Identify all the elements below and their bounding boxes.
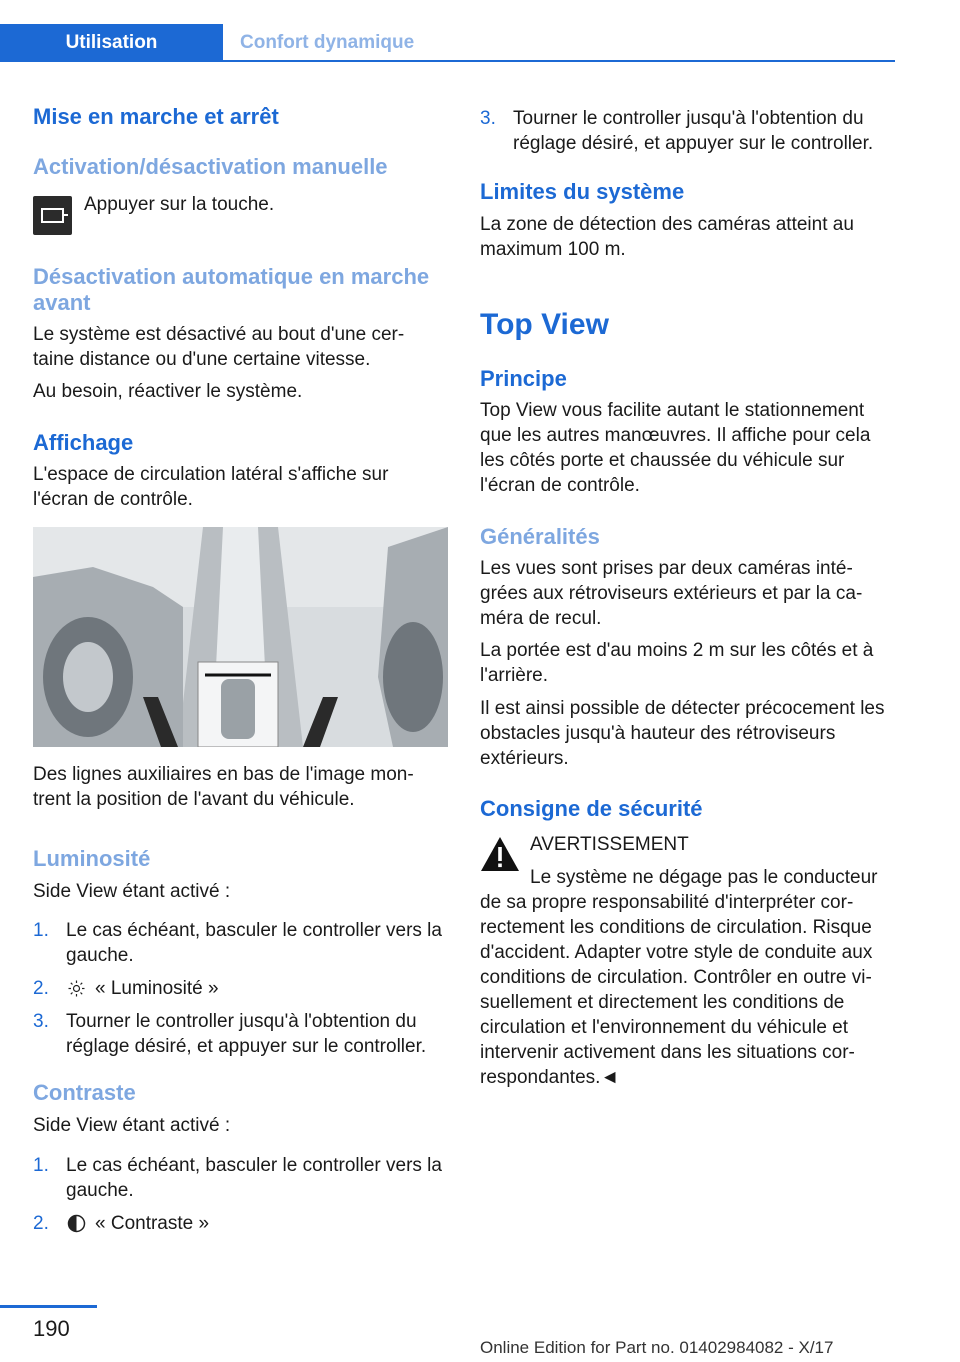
heading-contraste: Contraste [33, 1080, 136, 1105]
header-divider [0, 60, 895, 62]
heading-auto-deactivation: Désactivation automatique en marche avant [33, 264, 430, 315]
heading-generalites: Généralités [480, 524, 600, 549]
general-text-2: La portée est d'au moins 2 m sur les côtés et à l'arrière. [480, 640, 874, 686]
step-text: Le cas échéant, basculer le controller vers la gauche. [66, 1155, 442, 1201]
step-text: « Contraste » [95, 1213, 210, 1234]
heading-principe: Principe [480, 366, 567, 391]
illustration-caption: Des lignes auxiliaires en bas de l'image mon-trent la position de l'avant du véhicule. [33, 764, 414, 810]
contrast-icon [67, 1214, 86, 1233]
page-number: 190 [33, 1316, 70, 1341]
heading-affichage: Affichage [33, 430, 134, 455]
tab-utilisation[interactable]: Utilisation [0, 24, 223, 60]
principle-text: Top View vous facilite autant le stationnement que les autres manœuvres. Il affiche pour cela les côtés porte et chaussée du véhicule sur l'écran de contrôle. [480, 400, 871, 496]
heading-manual: Activation/désactivation manuelle [33, 154, 388, 179]
step-number: 2. [33, 1213, 49, 1234]
edition-text: Online Edition for Part no. 01402984082 - X/17 [480, 1338, 834, 1357]
general-text-3: Il est ainsi possible de détecter précocement les obstacles jusqu'à hauteur des rétroviseurs extérieurs. [480, 698, 885, 769]
warning-text: Le système ne dégage pas le conducteur de sa propre responsabilité d'interpréter cor-rectement les conditions de circulation. Risque d'accident. Adapter votre style de conduite aux conditions de circulation. Contrôler en outre vi-suellement et directement les conditions de circulation et l'environnement du véhicule et intervenir activement dans les situations cor-respondantes.◄ [480, 867, 878, 1088]
brightness-icon [68, 980, 85, 997]
tab-confort-dynamique[interactable]: Confort dynamique [240, 32, 415, 53]
warning-title: AVERTISSEMENT [530, 834, 689, 855]
step-number: 1. [33, 1155, 49, 1176]
step-number: 2. [33, 978, 49, 999]
step-text: Le cas échéant, basculer le controller vers la gauche. [66, 920, 442, 966]
heading-mise-en-marche: Mise en marche et arrêt [33, 104, 279, 129]
display-text: L'espace de circulation latéral s'affiche sur l'écran de contrôle. [33, 464, 389, 510]
header-tabbar [0, 24, 895, 62]
step-number: 3. [480, 108, 496, 129]
auto-text-2: Au besoin, réactiver le système. [33, 381, 303, 402]
limits-text: La zone de détection des caméras atteint au maximum 100 m. [480, 214, 854, 260]
side-view-button-icon [33, 196, 72, 235]
press-key-text: Appuyer sur la touche. [84, 194, 275, 215]
side-view-illustration [33, 527, 448, 747]
general-text-1: Les vues sont prises par deux caméras inté-grées aux rétroviseurs extérieurs et par la ca-méra de recul. [480, 558, 863, 629]
step-text: « Luminosité » [95, 978, 219, 999]
heading-limites: Limites du système [480, 179, 685, 204]
step-number: 3. [33, 1011, 49, 1032]
heading-consigne: Consigne de sécurité [480, 796, 703, 821]
contrast-intro: Side View étant activé : [33, 1115, 231, 1136]
auto-text: Le système est désactivé au bout d'une cer-taine distance ou d'une certaine vitesse. [33, 324, 405, 370]
step-text: Tourner le controller jusqu'à l'obtention du réglage désiré, et appuyer sur le controller. [513, 108, 874, 154]
heading-top-view: Top View [480, 308, 609, 341]
step-text: Tourner le controller jusqu'à l'obtention du réglage désiré, et appuyer sur le controller. [66, 1011, 427, 1057]
step-number: 1. [33, 920, 49, 941]
brightness-intro: Side View étant activé : [33, 881, 231, 902]
footer-divider [0, 1305, 97, 1308]
heading-luminosite: Luminosité [33, 846, 151, 871]
